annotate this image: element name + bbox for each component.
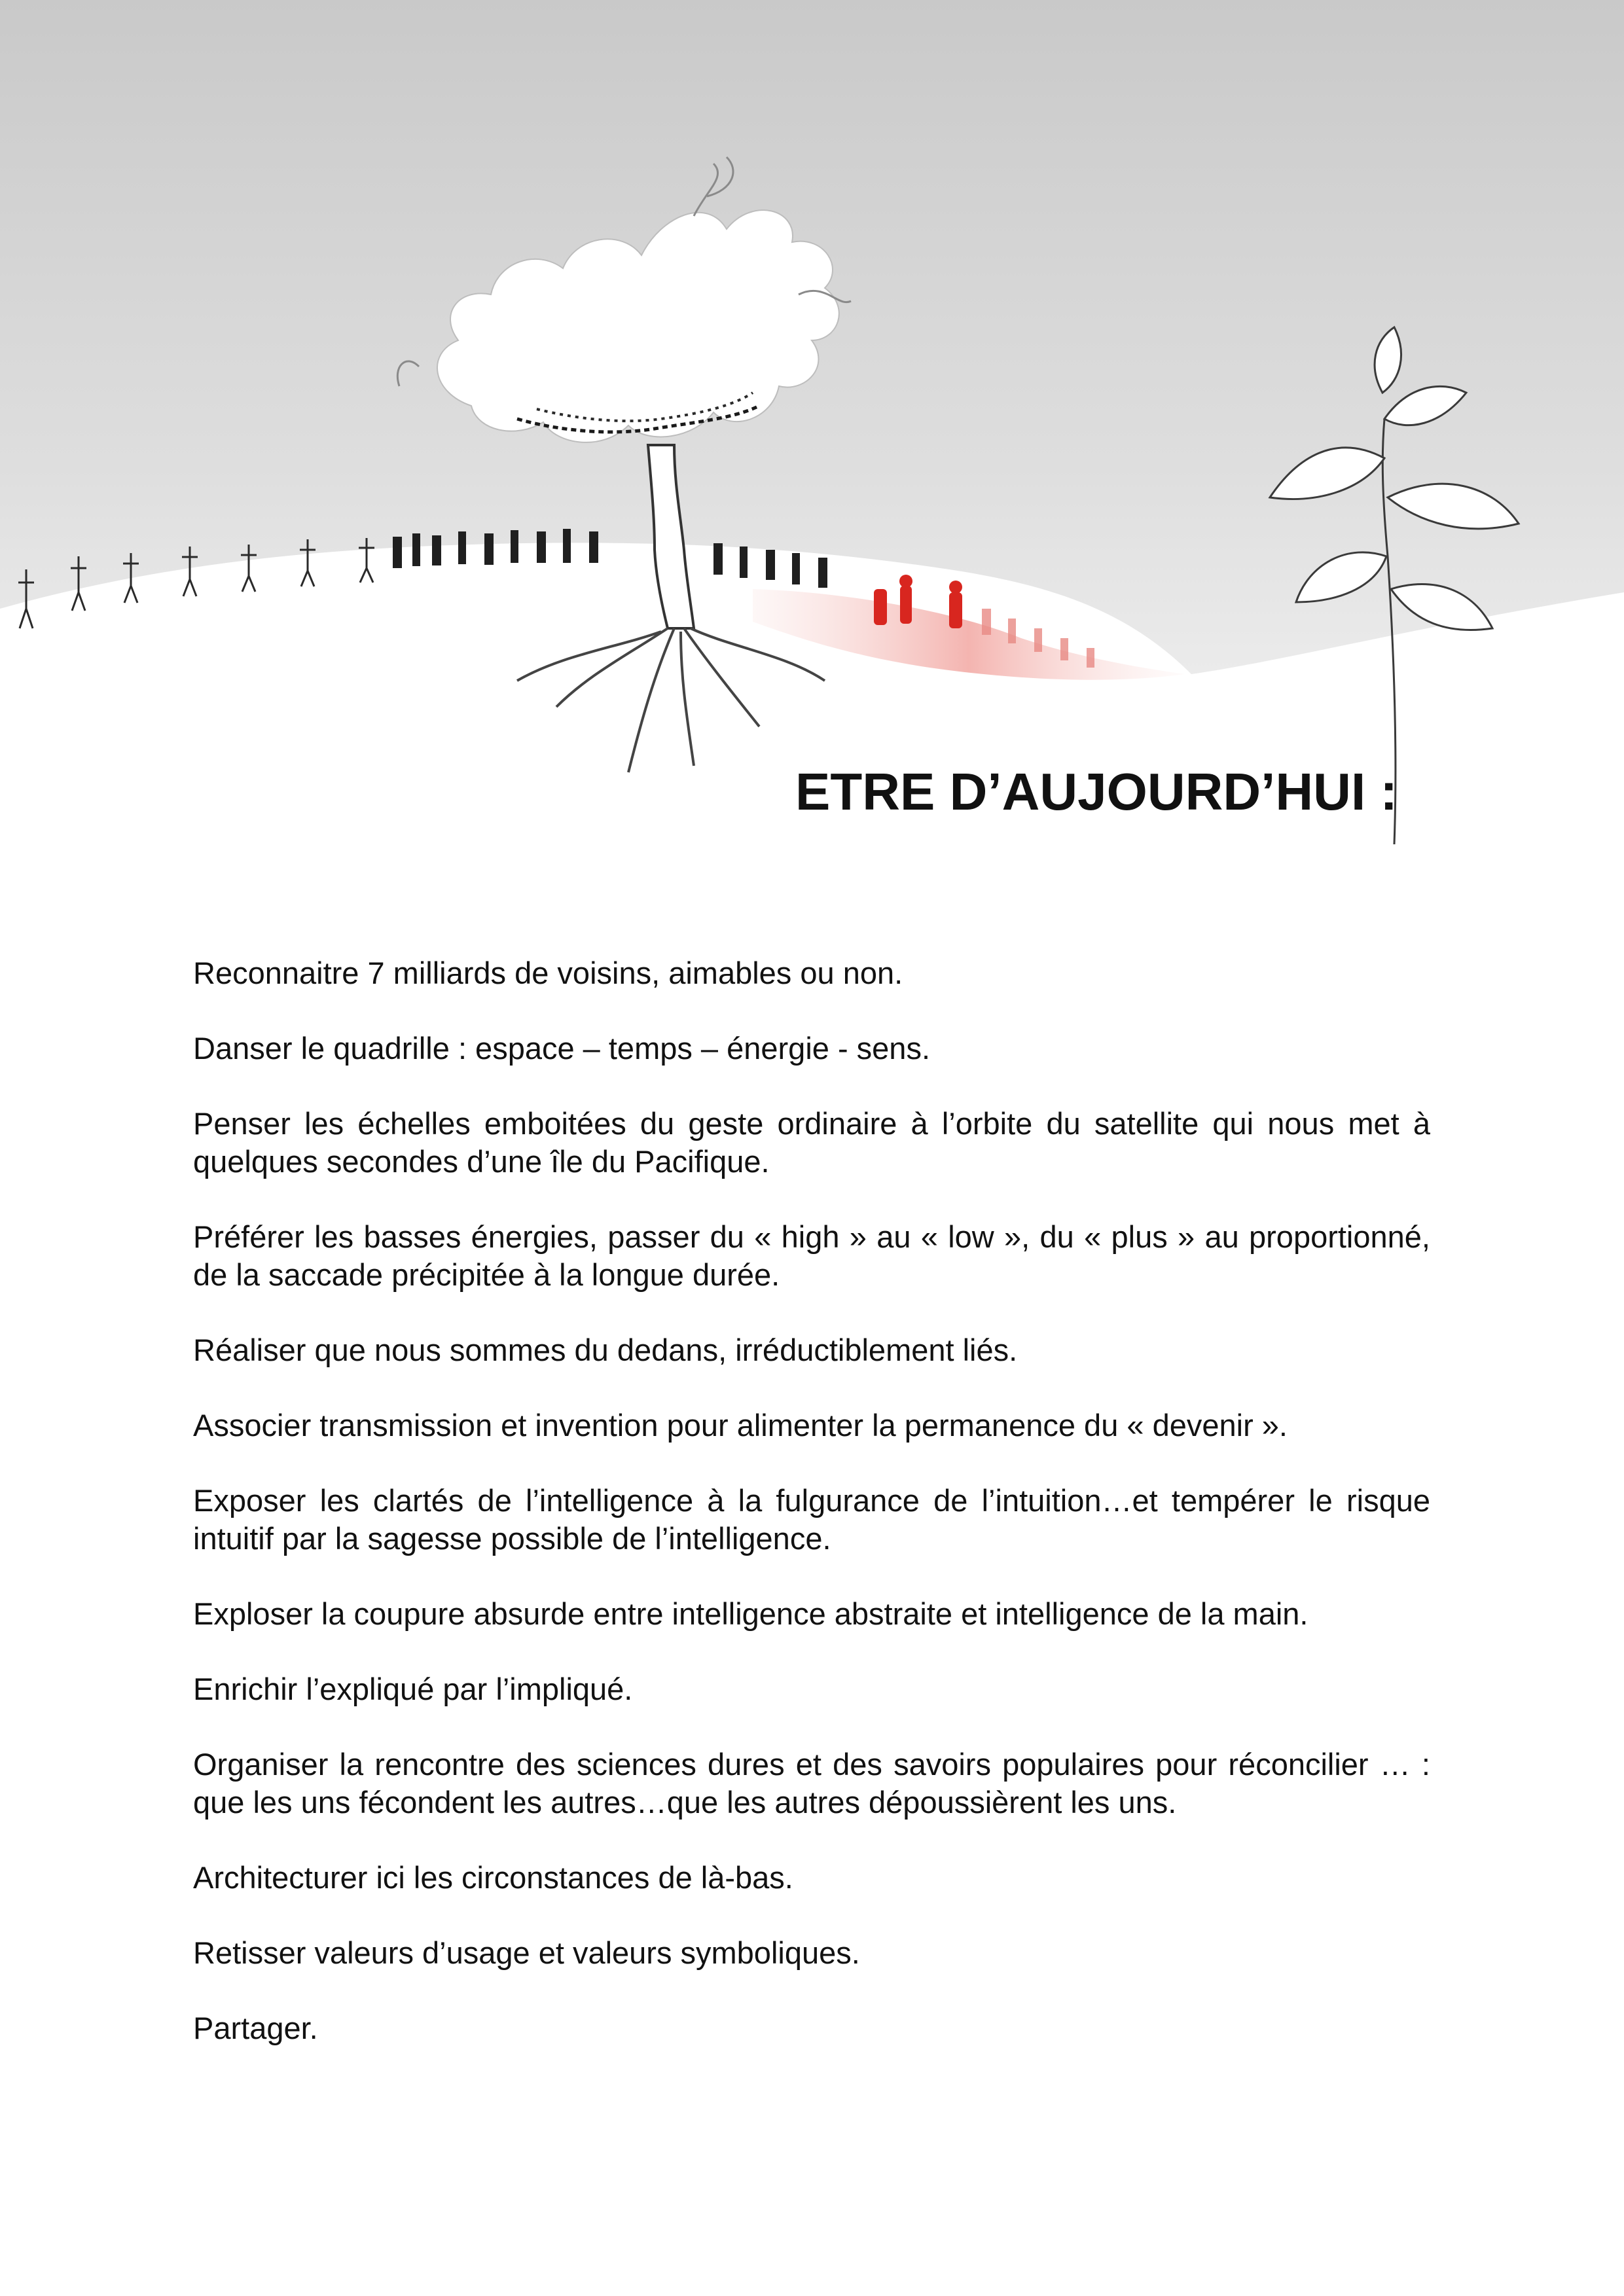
paragraph: Réaliser que nous sommes du dedans, irréductiblement liés. — [193, 1333, 1018, 1367]
paragraph: Organiser la rencontre des sciences dures et des savoirs populaires pour réconcilier … : que les uns fécondent les autres…que les autres dépoussièrent les uns. — [193, 1747, 1430, 1820]
paragraph: Penser les échelles emboitées du geste ordinaire à l’orbite du satellite qui nous met à quelques secondes d’une île du Pacifique. — [193, 1106, 1430, 1179]
paragraph: Retisser valeurs d’usage et valeurs symboliques. — [193, 1935, 860, 1970]
body-text — [193, 954, 1430, 2047]
page-title: ETRE D’AUJOURD’HUI : — [795, 762, 1398, 821]
paragraph: Architecturer ici les circonstances de là-bas. — [193, 1860, 793, 1895]
header-illustration — [0, 0, 1624, 844]
paragraph: Associer transmission et invention pour alimenter la permanence du « devenir ». — [193, 1408, 1288, 1443]
paragraph: Partager. — [193, 2011, 318, 2045]
paragraph: Exploser la coupure absurde entre intelligence abstraite et intelligence de la main. — [193, 1596, 1308, 1631]
paragraph: Danser le quadrille : espace – temps – énergie - sens. — [193, 1031, 931, 1066]
paragraph: Reconnaitre 7 milliards de voisins, aimables ou non. — [193, 956, 903, 990]
paragraph: Enrichir l’expliqué par l’impliqué. — [193, 1672, 633, 1706]
paragraph: Exposer les clartés de l’intelligence à la fulgurance de l’intuition…et tempérer le risque intuitif par la sagesse possible de l’intelligence. — [193, 1483, 1430, 1556]
tree-and-crowd-drawing-icon — [0, 0, 1624, 844]
paragraph: Préférer les basses énergies, passer du « high » au « low », du « plus » au proportionné, de la saccade précipitée à la longue durée. — [193, 1219, 1430, 1292]
